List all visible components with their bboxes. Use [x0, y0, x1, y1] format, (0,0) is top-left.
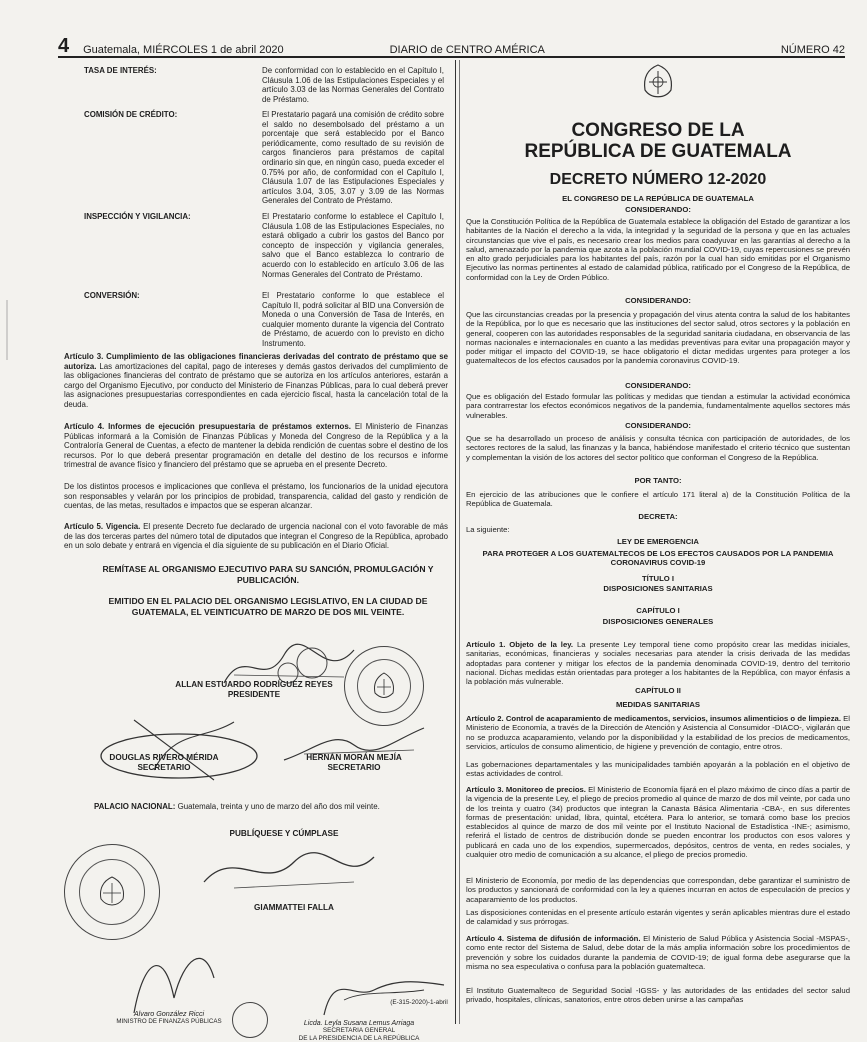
- disposiciones-sanitarias: DISPOSICIONES SANITARIAS: [603, 584, 713, 593]
- article-3-title: Artículo 3. Cumplimiento de las obligaciones financieras derivadas del contrato de préstamo que se autoriza.: [64, 352, 448, 371]
- considerando-4-text: Que se ha desarrollado un proceso de análisis y consulta técnica con participación de autoridades, de los sectores rectores de la salud, las finanzas y la banca, habiéndose manifestado el criterio técnico que sustentan y complementan la visión de los actores del sector político que conforman el Congreso de la República.: [466, 434, 850, 462]
- definition-tasa: [84, 66, 448, 112]
- secretary-general-name: Licda. Leyla Susana Lemus Arriaga: [303, 1020, 415, 1027]
- article-4-text2: El Instituto Guatemalteco de Seguridad Social -IGSS- y las autoridades de las entidades del sector salud privado, hospitales, clínicas, sanatorios, entre otros deben unirse a las campañas: [466, 986, 850, 1005]
- secretary-1-block: [84, 753, 244, 773]
- palacio-text: Guatemala, treinta y uno de marzo del año dos mil veinte.: [177, 802, 380, 811]
- column-divider: [455, 60, 456, 1024]
- article-4: [466, 934, 850, 971]
- definition-text: De conformidad con lo establecido en el Capítulo I, Cláusula 1.06 de las Estipulaciones Especiales y el artículo 3.03 de las Normas Generales del Contrato de Préstamo.: [262, 66, 444, 104]
- article-5-title: Artículo 5. Vigencia.: [64, 522, 141, 531]
- column-divider-thin: [459, 60, 460, 1024]
- medidas-sanitarias: MEDIDAS SANITARIAS: [616, 700, 700, 709]
- giammattei-name: GIAMMATTEI FALLA: [254, 903, 334, 912]
- article-2-text: El Ministerio de Economía, a través de la Dirección de Atención y Asistencia al Consumidor -DIACO-, vigilarán que no se produzca acaparamiento, velando por la disponibilidad y la estabilidad de los precios de medicamentos, servicios, artículos de consumo alimenticio, de higiene y prevención de contagio, entre otros.: [466, 714, 851, 751]
- article-2-title: Artículo 2. Control de acaparamiento de medicamentos, servicios, insumos alimenticios o de limpieza.: [466, 714, 841, 723]
- por-tanto-heading: POR TANTO:: [634, 476, 682, 485]
- page-header: [58, 34, 845, 58]
- publiquese: PUBLÍQUESE Y CÚMPLASE: [229, 829, 339, 838]
- decreto-number: DECRETO NÚMERO 12-2020: [549, 171, 767, 188]
- article-1: [466, 640, 850, 686]
- article-3-title: Artículo 3. Monitoreo de precios.: [466, 785, 586, 794]
- definition-term: CONVERSIÓN:: [84, 291, 140, 300]
- definition-comision: [84, 110, 448, 210]
- definition-term: TASA DE INTERÉS:: [84, 66, 157, 75]
- secretary-general-role-2: DE LA PRESIDENCIA DE LA REPÚBLICA: [298, 1034, 420, 1042]
- considerando-4-heading: CONSIDERANDO:: [625, 421, 691, 430]
- remit-statement: REMÍTASE AL ORGANISMO EJECUTIVO PARA SU SANCIÓN, PROMULGACIÓN Y PUBLICACIÓN.: [102, 564, 434, 585]
- disposiciones-generales: DISPOSICIONES GENERALES: [602, 617, 714, 626]
- considerando-3-heading: CONSIDERANDO:: [625, 381, 691, 390]
- considerando-2-text: Que las circunstancias creadas por la presencia y propagación del virus atenta contra la salud de los habitantes de la República, por lo que es necesario que las instituciones del sector salud, otros sectores y la población en general, cooperen con las autoridades responsables de la seguridad sanitaria ciudadana, en observancia de las normas nacionales e internacionales en cuanto a las medidas preventivas para evitar una propagación mayor y poder mitigar el impacto del COVID-19, se hace obligatorio el dictar medidas urgentes para proteger a los guatemaltecos de los efectos causados por la pandemia coronavirus COVID-19.: [466, 310, 850, 366]
- article-4-text2: De los distintos procesos e implicaciones que conlleva el préstamo, los funcionarios de la unidad ejecutora son responsables y velarán por los principios de probidad, transparencia, calidad del gasto y rendición de cuentas, de las metas, resultados e impactos que se esperan alcanzar.: [64, 482, 448, 511]
- definition-conversion: [84, 291, 448, 351]
- coat-of-arms-icon: [93, 873, 131, 911]
- minister-role: MINISTRO DE FINANZAS PÚBLICAS: [116, 1018, 222, 1025]
- article-4-title: Artículo 4. Informes de ejecución presupuestaria de préstamos externos.: [64, 422, 351, 431]
- ley-title: LEY DE EMERGENCIA: [617, 537, 699, 546]
- coat-of-arms-icon: [640, 62, 676, 104]
- considerando-3-text: Que es obligación del Estado formular las políticas y medidas que tiendan a estimular la actividad económica para contrarrestar los efectos económicos negativos de la pandemia, fundamentalmente aquellos sectores más vulnerables.: [466, 392, 850, 420]
- la-siguiente: La siguiente:: [466, 525, 510, 534]
- coat-of-arms-icon: [367, 669, 401, 703]
- article-2: [466, 714, 850, 751]
- article-4: [64, 422, 448, 470]
- capitulo-ii: CAPÍTULO II: [635, 686, 681, 695]
- article-3: [466, 785, 850, 859]
- minister-name: Alvaro González Ricci: [133, 1009, 205, 1018]
- definition-term: INSPECCIÓN Y VIGILANCIA:: [84, 212, 191, 221]
- el-congreso: EL CONGRESO DE LA REPÚBLICA DE GUATEMALA: [562, 194, 754, 203]
- definition-text: El Prestatario pagará una comisión de crédito sobre el saldo no desembolsado del préstamo a un porcentaje que será establecido por el Banco periódicamente, como resultado de su revisión de cargos financieros para préstamos de capital ordinario sin que, en ningún caso, pueda exceder el 0.75% por año, de conformidad con el Capítulo I, Cláusula 1.07 de las Estipulaciones Especiales y artículos 3.04, 3.05, 3.07 y 3.09 de las Normas Generales del Contrato de Préstamo.: [262, 110, 444, 206]
- por-tanto-text: En ejercicio de las atribuciones que le confiere el artículo 171 literal a) de la Constitución Política de la República de Guatemala.: [466, 490, 850, 509]
- definition-text: El Prestatario conforme lo que establece el Capítulo II, podrá solicitar al BID una Conversión de Moneda o una Conversión de Tasa de Interés, en cualquier momento durante la vigencia del Contrato de Préstamo, de acuerdo con lo previsto en dicho Instrumento.: [262, 291, 444, 348]
- article-4-text: El Ministerio de Salud Pública y Asistencia Social -MSPAS-, como ente rector del Sistema de Salud, debe dotar de la más amplia información sobre los procedimientos de prevención y sobre los cuidados durante la pandemia de COVID-19; de igual forma debe asegurarse que la misma no sea especulativa o confusa para la población guatemalteca.: [466, 934, 851, 971]
- considerando-1-heading: CONSIDERANDO:: [625, 205, 691, 214]
- presidency-seal: [64, 844, 160, 940]
- palacio-label: PALACIO NACIONAL:: [94, 802, 176, 811]
- minister-block: [104, 1010, 234, 1026]
- newspaper-name: DIARIO de CENTRO AMÉRICA: [389, 44, 545, 56]
- emitido-statement: EMITIDO EN EL PALACIO DEL ORGANISMO LEGISLATIVO, EN LA CIUDAD DE GUATEMALA, EL VEINTICUATRO DE MARZO DE DOS MIL VEINTE.: [108, 596, 428, 617]
- secretary-2-name: HERNÁN MORÁN MEJÍA: [306, 753, 402, 762]
- secretary-general-role-1: SECRETARIA GENERAL: [322, 1027, 396, 1035]
- considerando-1-text: Que la Constitución Política de la República de Guatemala establece la obligación del Estado de garantizar a los habitantes de la Nación el derecho a la vida, la integridad y la seguridad de la persona y que en las actuales circunstancias que vive el país, es necesario crear los medios para coadyuvar en las garantías al derecho a la salud, amenazado por la pandemia que azota a la población mundial COVID-19, cuyas repercusiones se prevén en alto grado perjudiciales para los habitantes del país, razón por la cual han sido emitidas por el Organismo Ejecutivo las normas pertinentes al estado de calamidad pública, ratificado por el Congreso de la República, de conformidad con la Ley de Orden Público.: [466, 217, 850, 282]
- considerando-2-heading: CONSIDERANDO:: [625, 296, 691, 305]
- president-giammattei-signature: [194, 842, 384, 902]
- secretary-2-block: [274, 753, 434, 773]
- definition-text: El Prestatario conforme lo establece el Capítulo I, Cláusula 1.08 de las Estipulaciones Especiales, no estará obligado a cubrir los gastos del Banco por concepto de inspección y vigilancia generales, salvo que el Banco establezca lo contrario de acuerdo con lo establecido en artículo 3.06 de las Normas Generales del Contrato de Préstamo.: [262, 212, 444, 279]
- publication-date: Guatemala, MIÉRCOLES 1 de abril 2020: [83, 44, 284, 56]
- definition-term: COMISIÓN DE CRÉDITO:: [84, 110, 178, 119]
- article-2-text2: Las gobernaciones departamentales y las municipalidades también apoyarán a la población en el objetivo de estas actividades de control.: [466, 760, 850, 779]
- article-3-text: Las amortizaciones del capital, pago de intereses y demás gastos derivados del cumplimiento de las obligaciones financieras del contrato de préstamo que se autoriza en los artículos anteriores, estarán a cargo del Organismo Ejecutivo, por conducto del Ministerio de Finanzas Públicas, para lo cual deberá prever las asignaciones presupuestarias correspondientes en cada ejercicio fiscal, hasta la cancelación total de la deuda.: [64, 361, 448, 409]
- article-5: [64, 522, 448, 551]
- issue-number: NÚMERO 42: [780, 44, 845, 56]
- article-3: [64, 352, 448, 410]
- secretary-1-signature: [94, 710, 264, 790]
- scan-mark: [6, 300, 8, 360]
- article-4-text: El Ministerio de Finanzas Públicas informará a la Comisión de Finanzas Públicas y Moneda del Congreso de la República y a la Contraloría General de Cuentas, a efecto de mantener la debida rendición de cuentas sobre el destino de los recursos. Por lo que deberá presentar programación en detalle del destino de los recursos e informe trimestral de avance físico y financiero del préstamo que se aprueba en el presente Decreto.: [64, 422, 448, 470]
- ley-subtitle: PARA PROTEGER A LOS GUATEMALTECOS DE LOS EFECTOS CAUSADOS POR LA PANDEMIA CORONAVIRUS COVID-19: [482, 549, 834, 568]
- article-3-text3: Las disposiciones contenidas en el presente artículo estarán vigentes y serán aplicables mientras dure el estado de calamidad y sus prórrogas.: [466, 908, 850, 927]
- article-5-text: El presente Decreto fue declarado de urgencia nacional con el voto favorable de más de las dos terceras partes del número total de diputados que integran el Congreso de la República, aprobado en un solo debate y entrará en vigencia el día siguiente de su publicación en el Diario Oficial.: [64, 522, 448, 551]
- congress-title-2: REPÚBLICA DE GUATEMALA: [524, 141, 792, 162]
- secretary-2-role: SECRETARIO: [327, 763, 381, 772]
- minister-signature: [114, 938, 234, 1018]
- president-name: ALLAN ESTUARDO RODRÍGUEZ REYES: [175, 680, 333, 689]
- titulo-i: TÍTULO I: [641, 574, 675, 583]
- decreta-heading: DECRETA:: [638, 512, 678, 521]
- ministry-stamp: [232, 1002, 268, 1038]
- secretary-1-role: SECRETARIO: [137, 763, 191, 772]
- capitulo-i: CAPÍTULO I: [636, 606, 680, 615]
- article-3-text: El Ministerio de Economía fijará en el plazo máximo de cinco días a partir de la vigencia de la presente Ley, el pliego de precios promedio al quince de marzo de dos mil veinte, por cada uno de los treinta y cuatro (34) productos que integran la Canasta Básica Alimentaria -CBA-, en sus diferentes formas de presentación: unidad, libra, quintal, etcétera. Para lo anterior, se tomará como base los precios establecidos al quince de marzo de dos mil veinte por el Instituto Nacional de Estadística -INE-; asimismo, referirá el listado de centros de distribución donde se pueden encontrar los productos con esos valores y publicará en cada uno de los expendios, supermercados, depósitos, centros de venta, en redes sociales, y cualquier otro medio de comunicación a su alcance, el pliego de precios promedio.: [466, 785, 850, 860]
- president-role: PRESIDENTE: [227, 690, 281, 699]
- palacio-nacional: [94, 802, 434, 812]
- definition-inspeccion: [84, 212, 448, 288]
- secretary-1-name: DOUGLAS RIVERO MÉRIDA: [109, 753, 219, 762]
- page-number: 4: [58, 35, 70, 57]
- article-3-text2: El Ministerio de Economía, por medio de las dependencias que correspondan, debe garantizar el suministro de los productos y sancionará de conformidad con la ley a quienes incurran en actos de especulación de precios y acaparamiento de los productos.: [466, 876, 850, 904]
- article-1-title: Artículo 1. Objeto de la ley.: [466, 640, 574, 649]
- secretary-general-block: [284, 1020, 434, 1042]
- congress-title-1: CONGRESO DE LA: [571, 120, 745, 141]
- footer-code: (E-315-2020)-1-abril: [390, 999, 448, 1006]
- president-block: [144, 680, 364, 700]
- article-1-text: La presente Ley temporal tiene como propósito crear las medidas iniciales, sanitarias, económicas, financieras y sociales necesarias para atender la crisis derivada de las medidas adoptadas para contener y mitigar los efectos de la pandemia denominada COVID-19, dentro del territorio nacional. Dichas medidas están orientadas para proteger a los habitantes de la República, con mayor énfasis a la población más vulnerable.: [466, 640, 851, 687]
- article-4-title: Artículo 4. Sistema de difusión de información.: [466, 934, 641, 943]
